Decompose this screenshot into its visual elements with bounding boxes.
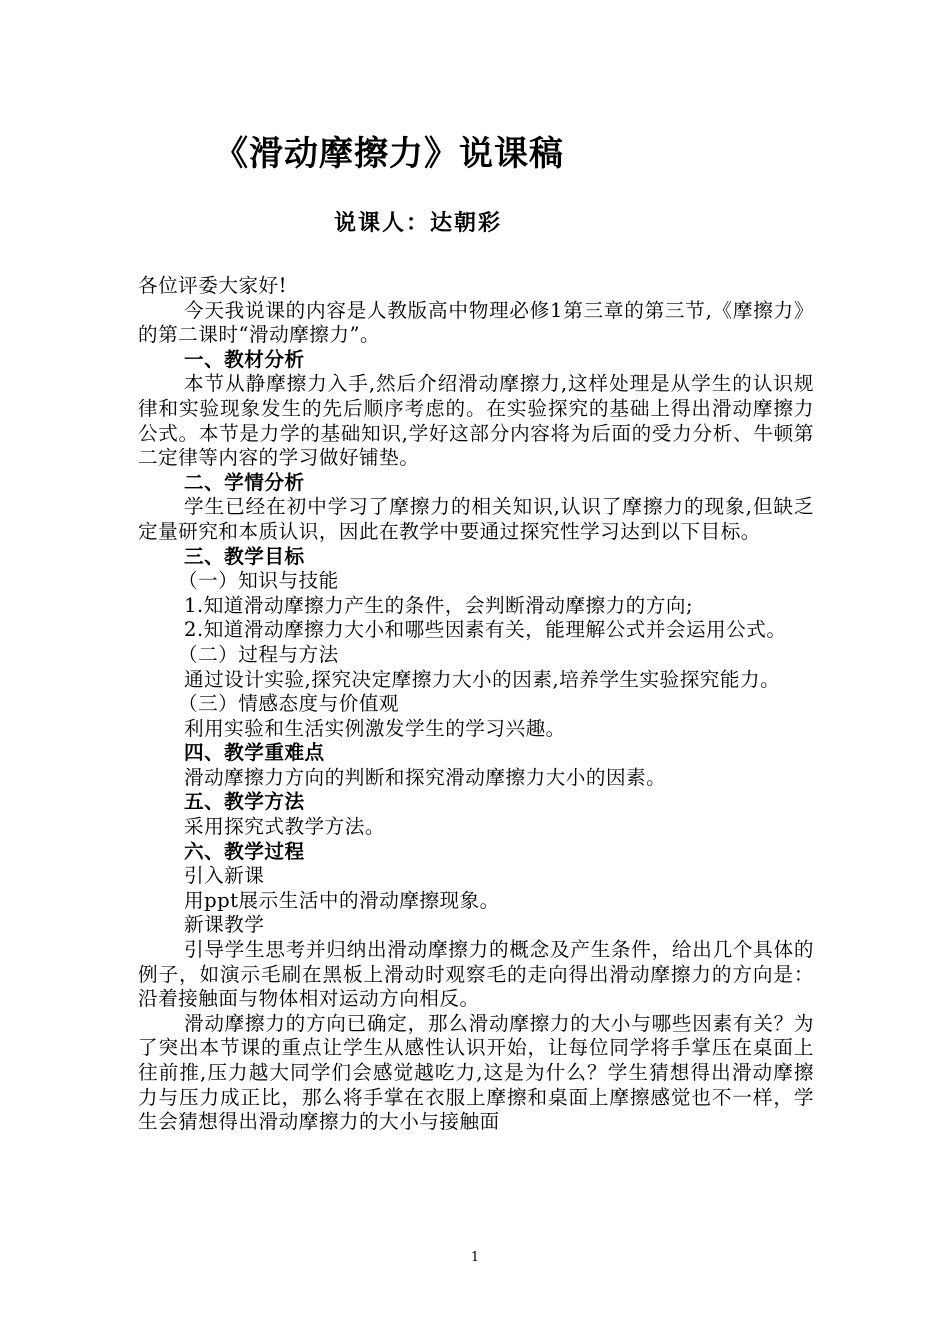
step-introduction-label: 引入新课 bbox=[184, 864, 265, 888]
key-points-paragraph: 滑动摩擦力方向的判断和探究滑动摩擦力大小的因素。 bbox=[184, 765, 667, 789]
page-number: 1 bbox=[470, 1250, 480, 1265]
goal-item-1: 1.知道滑动摩擦力产生的条件，会判断滑动摩擦力的方向; bbox=[184, 593, 694, 617]
intro-paragraph: 今天我说课的内容是人教版高中物理必修1第三章的第三节,《摩擦力》的第二课时“滑动摩擦力”。 bbox=[138, 298, 814, 347]
section-heading-key-points: 四、教学重难点 bbox=[184, 741, 325, 765]
goal-item-2: 2.知道滑动摩擦力大小和哪些因素有关，能理解公式并会运用公式。 bbox=[184, 618, 787, 642]
attitude-values-paragraph: 利用实验和生活实例激发学生的学习兴趣。 bbox=[184, 716, 566, 740]
section-heading-teaching-method: 五、教学方法 bbox=[184, 790, 305, 814]
student-analysis-paragraph: 学生已经在初中学习了摩擦力的相关知识,认识了摩擦力的现象,但缺乏定量研究和本质认识，因此在教学中要通过探究性学习达到以下目标。 bbox=[138, 495, 814, 543]
document-author: 说课人：达朝彩 bbox=[334, 211, 503, 236]
new-lesson-paragraph-1: 引导学生思考并归纳出滑动摩擦力的概念及产生条件，给出几个具体的例子，如演示毛刷在黑板上滑动时观察毛的走向得出滑动摩擦力的方向是：沿着接触面与物体相对运动方向相反。 bbox=[138, 938, 814, 1011]
textbook-analysis-paragraph: 本节从静摩擦力入手,然后介绍滑动摩擦力,这样处理是从学生的认识规律和实验现象发生的先后顺序考虑的。在实验探究的基础上得出滑动摩擦力公式。本节是力学的基础知识,学好这部分内容将为后面的受力分析、牛顿第二定律等内容的学习做好铺垫。 bbox=[138, 372, 814, 470]
new-lesson-paragraph-2: 滑动摩擦力的方向已确定，那么滑动摩擦力的大小与哪些因素有关？为了突出本节课的重点让学生从感性认识开始，让每位同学将手掌压在桌面上往前推,压力越大同学们会感觉越吃力,这是为什么？学生猜想得出滑动摩擦力与压力成正比，那么将手掌在衣服上摩擦和桌面上摩擦感觉也不一样，学生会猜想得出滑动摩擦力的大小与接触面 bbox=[138, 1011, 814, 1134]
greeting-paragraph: 各位评委大家好! bbox=[138, 274, 288, 297]
section-heading-teaching-goals: 三、教学目标 bbox=[184, 544, 305, 568]
document-title: 《滑动摩擦力》说课稿 bbox=[214, 134, 564, 174]
subheading-attitude-values: （三）情感态度与价值观 bbox=[178, 692, 400, 716]
document-body bbox=[138, 274, 814, 1135]
section-heading-student-analysis: 二、学情分析 bbox=[184, 470, 305, 494]
teaching-method-paragraph: 采用探究式教学方法。 bbox=[184, 815, 385, 839]
step-new-lesson-label: 新课教学 bbox=[184, 913, 265, 937]
section-heading-teaching-process: 六、教学过程 bbox=[184, 839, 305, 863]
process-method-paragraph: 通过设计实验,探究决定摩擦力大小的因素,培养学生实验探究能力。 bbox=[184, 667, 781, 691]
section-heading-textbook-analysis: 一、教材分析 bbox=[184, 347, 305, 371]
subheading-process-method: （二）过程与方法 bbox=[178, 642, 339, 666]
step-introduction-paragraph: 用ppt展示生活中的滑动摩擦现象。 bbox=[184, 888, 500, 912]
subheading-knowledge-skills: （一）知识与技能 bbox=[178, 569, 339, 593]
